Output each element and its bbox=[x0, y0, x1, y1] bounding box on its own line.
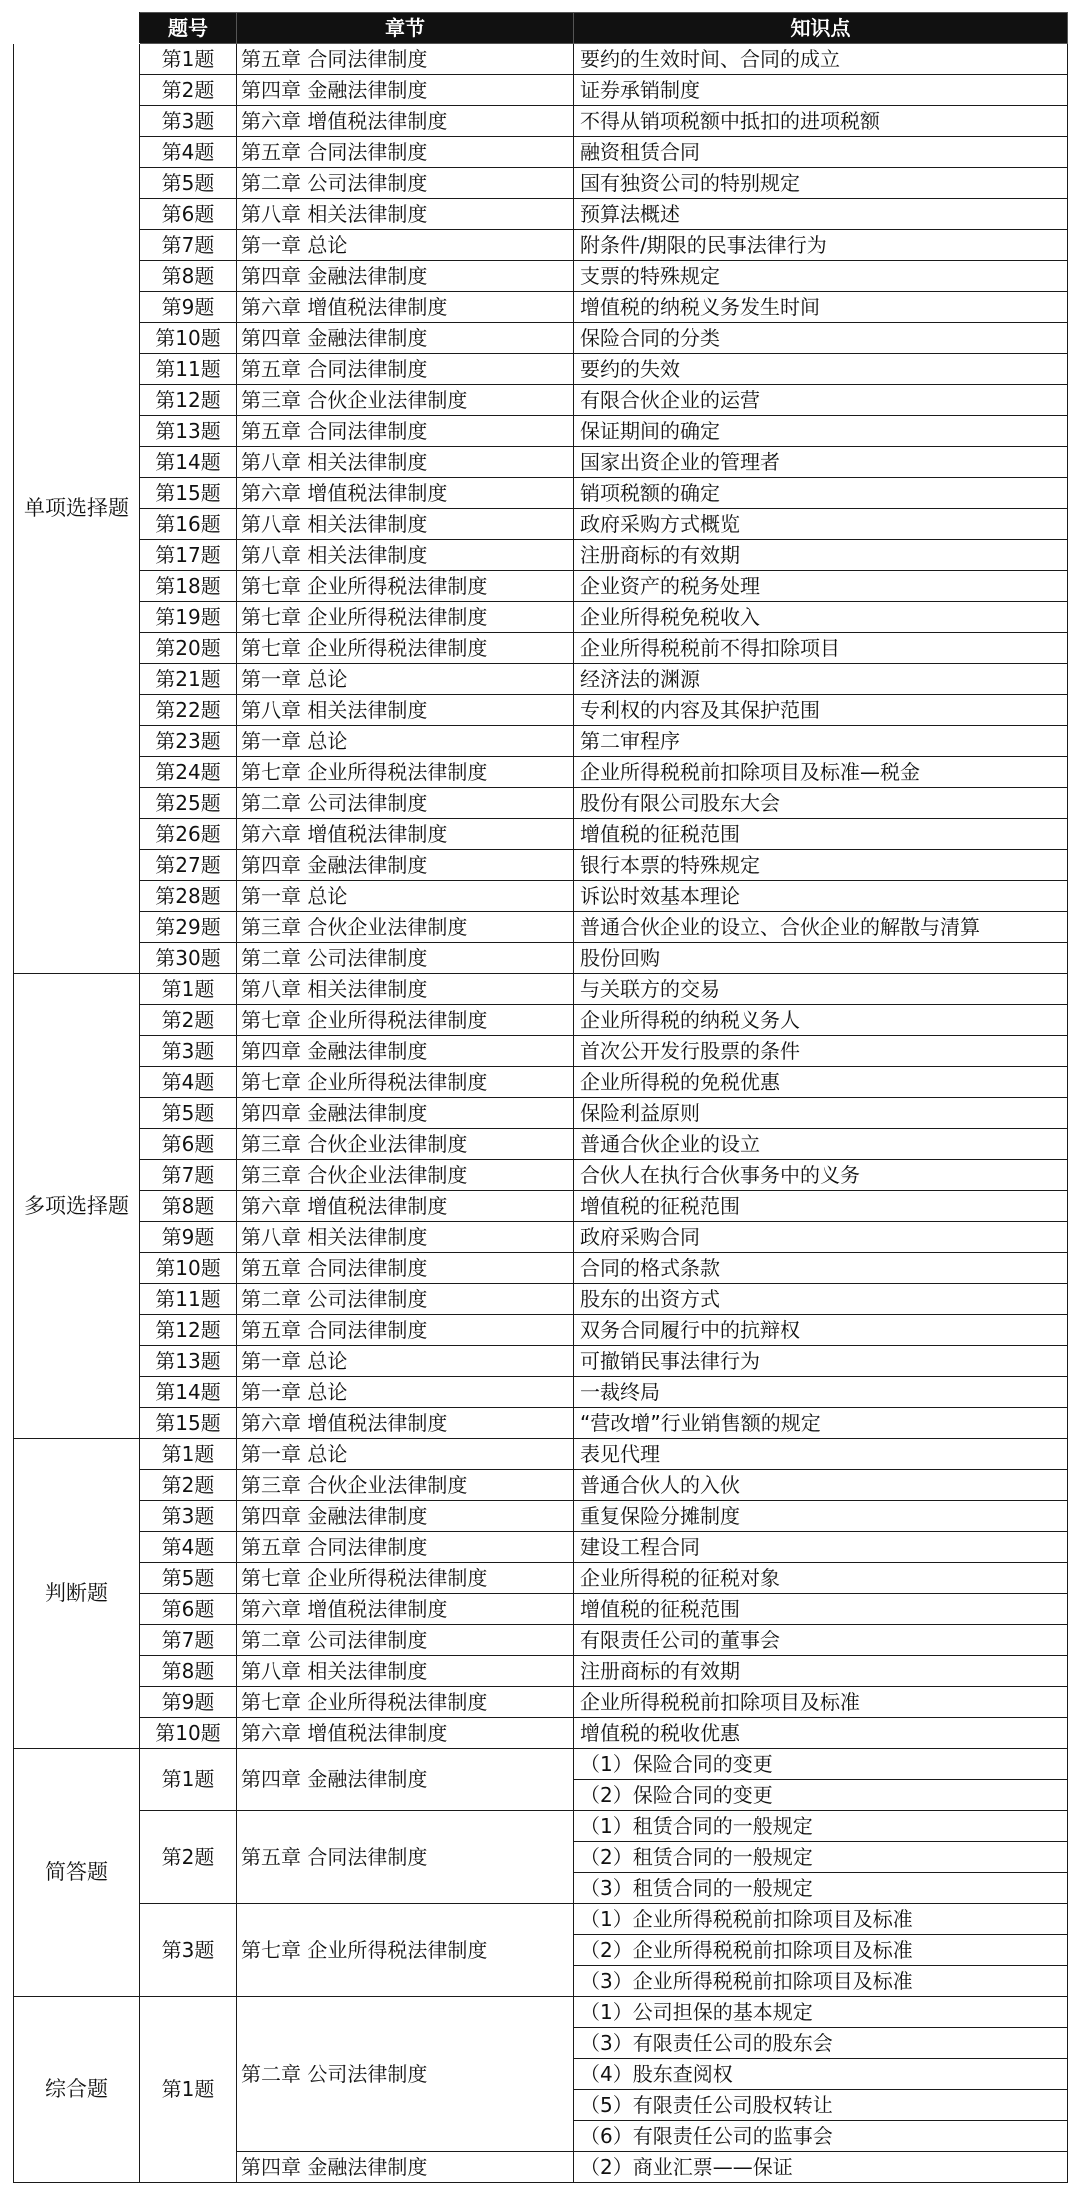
knowledge-point-cell: （1）保险合同的变更 bbox=[574, 1749, 1068, 1780]
table-row bbox=[14, 1098, 1068, 1129]
knowledge-point-cell: 证券承销制度 bbox=[574, 75, 1068, 106]
knowledge-point-cell: 企业所得税的纳税义务人 bbox=[574, 1005, 1068, 1036]
question-number-cell: 第7题 bbox=[140, 1160, 237, 1191]
table-row bbox=[14, 385, 1068, 416]
knowledge-point-cell: 预算法概述 bbox=[574, 199, 1068, 230]
knowledge-point-cell: 重复保险分摊制度 bbox=[574, 1501, 1068, 1532]
chapter-cell: 第四章 金融法律制度 bbox=[237, 323, 574, 354]
question-number-cell: 第6题 bbox=[140, 199, 237, 230]
question-number-cell: 第2题 bbox=[140, 75, 237, 106]
knowledge-point-cell: 合伙人在执行合伙事务中的义务 bbox=[574, 1160, 1068, 1191]
chapter-cell: 第六章 增值税法律制度 bbox=[237, 819, 574, 850]
table-row bbox=[14, 1811, 1068, 1842]
knowledge-point-cell: 普通合伙企业的设立 bbox=[574, 1129, 1068, 1160]
knowledge-point-cell: （1）企业所得税税前扣除项目及标准 bbox=[574, 1904, 1068, 1935]
table-row bbox=[14, 261, 1068, 292]
table-row bbox=[14, 416, 1068, 447]
chapter-cell: 第二章 公司法律制度 bbox=[237, 788, 574, 819]
knowledge-point-cell: （2）租赁合同的一般规定 bbox=[574, 1842, 1068, 1873]
table-row bbox=[14, 478, 1068, 509]
chapter-cell: 第五章 合同法律制度 bbox=[237, 1532, 574, 1563]
chapter-cell: 第七章 企业所得税法律制度 bbox=[237, 1067, 574, 1098]
question-number-cell: 第7题 bbox=[140, 230, 237, 261]
table-row bbox=[14, 1656, 1068, 1687]
table-row bbox=[14, 1191, 1068, 1222]
question-number-cell: 第1题 bbox=[140, 44, 237, 75]
chapter-cell: 第七章 企业所得税法律制度 bbox=[237, 602, 574, 633]
table-row bbox=[14, 1346, 1068, 1377]
table-row bbox=[14, 1160, 1068, 1191]
knowledge-point-cell: （3）企业所得税税前扣除项目及标准 bbox=[574, 1966, 1068, 1997]
chapter-cell: 第四章 金融法律制度 bbox=[237, 1036, 574, 1067]
table-row bbox=[14, 230, 1068, 261]
table-row bbox=[14, 447, 1068, 478]
question-number-cell: 第27题 bbox=[140, 850, 237, 881]
question-number-cell: 第26题 bbox=[140, 819, 237, 850]
knowledge-point-cell: 企业资产的税务处理 bbox=[574, 571, 1068, 602]
knowledge-point-cell: 银行本票的特殊规定 bbox=[574, 850, 1068, 881]
chapter-cell: 第八章 相关法律制度 bbox=[237, 509, 574, 540]
knowledge-point-cell: 政府采购方式概览 bbox=[574, 509, 1068, 540]
exam-knowledge-table bbox=[13, 12, 1068, 2183]
question-number-cell: 第14题 bbox=[140, 447, 237, 478]
question-number-cell: 第21题 bbox=[140, 664, 237, 695]
chapter-cell: 第七章 企业所得税法律制度 bbox=[237, 757, 574, 788]
table-row bbox=[14, 1687, 1068, 1718]
table-row bbox=[14, 819, 1068, 850]
chapter-cell: 第三章 合伙企业法律制度 bbox=[237, 1470, 574, 1501]
table-header-row bbox=[14, 13, 1068, 44]
chapter-cell: 第一章 总论 bbox=[237, 1439, 574, 1470]
table-row bbox=[14, 1253, 1068, 1284]
chapter-cell: 第七章 企业所得税法律制度 bbox=[237, 1904, 574, 1997]
knowledge-point-cell: 增值税的纳税义务发生时间 bbox=[574, 292, 1068, 323]
question-number-cell: 第5题 bbox=[140, 1098, 237, 1129]
knowledge-point-cell: 企业所得税免税收入 bbox=[574, 602, 1068, 633]
question-number-cell: 第16题 bbox=[140, 509, 237, 540]
header-chapter: 章节 bbox=[237, 13, 574, 44]
knowledge-point-cell: （6）有限责任公司的监事会 bbox=[574, 2121, 1068, 2152]
chapter-cell: 第六章 增值税法律制度 bbox=[237, 1594, 574, 1625]
knowledge-point-cell: 政府采购合同 bbox=[574, 1222, 1068, 1253]
question-number-cell: 第22题 bbox=[140, 695, 237, 726]
chapter-cell: 第五章 合同法律制度 bbox=[237, 1811, 574, 1904]
knowledge-point-cell: 要约的失效 bbox=[574, 354, 1068, 385]
knowledge-point-cell: 双务合同履行中的抗辩权 bbox=[574, 1315, 1068, 1346]
question-number-cell: 第8题 bbox=[140, 1191, 237, 1222]
knowledge-point-cell: 国有独资公司的特别规定 bbox=[574, 168, 1068, 199]
knowledge-point-cell: 销项税额的确定 bbox=[574, 478, 1068, 509]
chapter-cell: 第八章 相关法律制度 bbox=[237, 540, 574, 571]
chapter-cell: 第四章 金融法律制度 bbox=[237, 261, 574, 292]
question-number-cell: 第1题 bbox=[140, 1997, 237, 2183]
knowledge-point-cell: 合同的格式条款 bbox=[574, 1253, 1068, 1284]
table-row bbox=[14, 1718, 1068, 1749]
table-row bbox=[14, 1284, 1068, 1315]
table-row bbox=[14, 75, 1068, 106]
question-number-cell: 第1题 bbox=[140, 1439, 237, 1470]
question-number-cell: 第9题 bbox=[140, 1687, 237, 1718]
chapter-cell: 第二章 公司法律制度 bbox=[237, 168, 574, 199]
table-row bbox=[14, 323, 1068, 354]
chapter-cell: 第三章 合伙企业法律制度 bbox=[237, 385, 574, 416]
knowledge-point-cell: （1）公司担保的基本规定 bbox=[574, 1997, 1068, 2028]
chapter-cell: 第六章 增值税法律制度 bbox=[237, 292, 574, 323]
knowledge-point-cell: 第二审程序 bbox=[574, 726, 1068, 757]
knowledge-point-cell: 专利权的内容及其保护范围 bbox=[574, 695, 1068, 726]
knowledge-point-cell: 国家出资企业的管理者 bbox=[574, 447, 1068, 478]
chapter-cell: 第五章 合同法律制度 bbox=[237, 137, 574, 168]
chapter-cell: 第八章 相关法律制度 bbox=[237, 1222, 574, 1253]
header-question-number: 题号 bbox=[140, 13, 237, 44]
category-cell: 判断题 bbox=[14, 1439, 140, 1749]
chapter-cell: 第三章 合伙企业法律制度 bbox=[237, 912, 574, 943]
knowledge-point-cell: （1）租赁合同的一般规定 bbox=[574, 1811, 1068, 1842]
knowledge-point-cell: 有限合伙企业的运营 bbox=[574, 385, 1068, 416]
knowledge-point-cell: 有限责任公司的董事会 bbox=[574, 1625, 1068, 1656]
knowledge-point-cell: 增值税的征税范围 bbox=[574, 1191, 1068, 1222]
table-row bbox=[14, 1625, 1068, 1656]
chapter-cell: 第六章 增值税法律制度 bbox=[237, 1718, 574, 1749]
knowledge-point-cell: （2）保险合同的变更 bbox=[574, 1780, 1068, 1811]
knowledge-point-cell: 保险利益原则 bbox=[574, 1098, 1068, 1129]
table-row bbox=[14, 1315, 1068, 1346]
question-number-cell: 第1题 bbox=[140, 1749, 237, 1811]
knowledge-point-cell: 增值税的税收优惠 bbox=[574, 1718, 1068, 1749]
knowledge-point-cell: 企业所得税的征税对象 bbox=[574, 1563, 1068, 1594]
knowledge-point-cell: 增值税的征税范围 bbox=[574, 819, 1068, 850]
question-number-cell: 第12题 bbox=[140, 1315, 237, 1346]
knowledge-point-cell: 企业所得税税前不得扣除项目 bbox=[574, 633, 1068, 664]
question-number-cell: 第5题 bbox=[140, 168, 237, 199]
question-number-cell: 第3题 bbox=[140, 1501, 237, 1532]
chapter-cell: 第四章 金融法律制度 bbox=[237, 850, 574, 881]
question-number-cell: 第20题 bbox=[140, 633, 237, 664]
table-row bbox=[14, 1594, 1068, 1625]
table-row bbox=[14, 1129, 1068, 1160]
knowledge-point-cell: 建设工程合同 bbox=[574, 1532, 1068, 1563]
chapter-cell: 第一章 总论 bbox=[237, 230, 574, 261]
question-number-cell: 第4题 bbox=[140, 1067, 237, 1098]
question-number-cell: 第12题 bbox=[140, 385, 237, 416]
knowledge-point-cell: 诉讼时效基本理论 bbox=[574, 881, 1068, 912]
header-blank bbox=[14, 13, 140, 44]
table-row bbox=[14, 1904, 1068, 1935]
category-cell: 简答题 bbox=[14, 1749, 140, 1997]
chapter-cell: 第二章 公司法律制度 bbox=[237, 1625, 574, 1656]
category-cell: 多项选择题 bbox=[14, 974, 140, 1439]
chapter-cell: 第二章 公司法律制度 bbox=[237, 943, 574, 974]
chapter-cell: 第六章 增值税法律制度 bbox=[237, 1408, 574, 1439]
chapter-cell: 第五章 合同法律制度 bbox=[237, 1253, 574, 1284]
chapter-cell: 第四章 金融法律制度 bbox=[237, 1098, 574, 1129]
question-number-cell: 第9题 bbox=[140, 292, 237, 323]
table-row bbox=[14, 509, 1068, 540]
question-number-cell: 第13题 bbox=[140, 1346, 237, 1377]
table-row bbox=[14, 726, 1068, 757]
question-number-cell: 第1题 bbox=[140, 974, 237, 1005]
chapter-cell: 第七章 企业所得税法律制度 bbox=[237, 1687, 574, 1718]
question-number-cell: 第4题 bbox=[140, 1532, 237, 1563]
table-row bbox=[14, 633, 1068, 664]
table-row bbox=[14, 1439, 1068, 1470]
chapter-cell: 第四章 金融法律制度 bbox=[237, 2152, 574, 2183]
table-row bbox=[14, 292, 1068, 323]
knowledge-point-cell: 股份回购 bbox=[574, 943, 1068, 974]
question-number-cell: 第10题 bbox=[140, 1718, 237, 1749]
table-row bbox=[14, 757, 1068, 788]
question-number-cell: 第3题 bbox=[140, 1904, 237, 1997]
chapter-cell: 第五章 合同法律制度 bbox=[237, 44, 574, 75]
table-row bbox=[14, 1501, 1068, 1532]
chapter-cell: 第一章 总论 bbox=[237, 726, 574, 757]
chapter-cell: 第一章 总论 bbox=[237, 1346, 574, 1377]
question-number-cell: 第3题 bbox=[140, 1036, 237, 1067]
knowledge-point-cell: 股份有限公司股东大会 bbox=[574, 788, 1068, 819]
category-cell: 单项选择题 bbox=[14, 44, 140, 974]
table-row bbox=[14, 974, 1068, 1005]
table-row bbox=[14, 943, 1068, 974]
table-row bbox=[14, 168, 1068, 199]
table-row bbox=[14, 1997, 1068, 2028]
question-number-cell: 第10题 bbox=[140, 323, 237, 354]
question-number-cell: 第19题 bbox=[140, 602, 237, 633]
table-row bbox=[14, 1408, 1068, 1439]
question-number-cell: 第2题 bbox=[140, 1005, 237, 1036]
chapter-cell: 第四章 金融法律制度 bbox=[237, 1749, 574, 1811]
question-number-cell: 第15题 bbox=[140, 478, 237, 509]
question-number-cell: 第8题 bbox=[140, 261, 237, 292]
knowledge-point-cell: 经济法的渊源 bbox=[574, 664, 1068, 695]
question-number-cell: 第2题 bbox=[140, 1470, 237, 1501]
chapter-cell: 第三章 合伙企业法律制度 bbox=[237, 1129, 574, 1160]
question-number-cell: 第2题 bbox=[140, 1811, 237, 1904]
knowledge-point-cell: 不得从销项税额中抵扣的进项税额 bbox=[574, 106, 1068, 137]
chapter-cell: 第五章 合同法律制度 bbox=[237, 354, 574, 385]
knowledge-point-cell: 企业所得税的免税优惠 bbox=[574, 1067, 1068, 1098]
knowledge-point-cell: “营改增”行业销售额的规定 bbox=[574, 1408, 1068, 1439]
question-number-cell: 第5题 bbox=[140, 1563, 237, 1594]
knowledge-point-cell: 附条件/期限的民事法律行为 bbox=[574, 230, 1068, 261]
chapter-cell: 第七章 企业所得税法律制度 bbox=[237, 1563, 574, 1594]
question-number-cell: 第6题 bbox=[140, 1594, 237, 1625]
question-number-cell: 第24题 bbox=[140, 757, 237, 788]
chapter-cell: 第六章 增值税法律制度 bbox=[237, 478, 574, 509]
table-row bbox=[14, 571, 1068, 602]
table-row bbox=[14, 1563, 1068, 1594]
table-row bbox=[14, 1532, 1068, 1563]
table-row bbox=[14, 1005, 1068, 1036]
table-row bbox=[14, 540, 1068, 571]
question-number-cell: 第9题 bbox=[140, 1222, 237, 1253]
knowledge-point-cell: （5）有限责任公司股权转让 bbox=[574, 2090, 1068, 2121]
knowledge-point-cell: 要约的生效时间、合同的成立 bbox=[574, 44, 1068, 75]
table-row bbox=[14, 354, 1068, 385]
chapter-cell: 第八章 相关法律制度 bbox=[237, 447, 574, 478]
chapter-cell: 第七章 企业所得税法律制度 bbox=[237, 633, 574, 664]
knowledge-point-cell: 一裁终局 bbox=[574, 1377, 1068, 1408]
question-number-cell: 第3题 bbox=[140, 106, 237, 137]
question-number-cell: 第23题 bbox=[140, 726, 237, 757]
knowledge-point-cell: （2）企业所得税税前扣除项目及标准 bbox=[574, 1935, 1068, 1966]
table-row bbox=[14, 1067, 1068, 1098]
question-number-cell: 第10题 bbox=[140, 1253, 237, 1284]
chapter-cell: 第六章 增值税法律制度 bbox=[237, 106, 574, 137]
table-row bbox=[14, 850, 1068, 881]
table-row bbox=[14, 199, 1068, 230]
knowledge-point-cell: 注册商标的有效期 bbox=[574, 540, 1068, 571]
question-number-cell: 第8题 bbox=[140, 1656, 237, 1687]
chapter-cell: 第七章 企业所得税法律制度 bbox=[237, 571, 574, 602]
knowledge-point-cell: （3）租赁合同的一般规定 bbox=[574, 1873, 1068, 1904]
table-row bbox=[14, 1470, 1068, 1501]
question-number-cell: 第29题 bbox=[140, 912, 237, 943]
knowledge-point-cell: （3）有限责任公司的股东会 bbox=[574, 2028, 1068, 2059]
chapter-cell: 第四章 金融法律制度 bbox=[237, 75, 574, 106]
knowledge-point-cell: 首次公开发行股票的条件 bbox=[574, 1036, 1068, 1067]
question-number-cell: 第11题 bbox=[140, 354, 237, 385]
knowledge-point-cell: 保险合同的分类 bbox=[574, 323, 1068, 354]
chapter-cell: 第三章 合伙企业法律制度 bbox=[237, 1160, 574, 1191]
knowledge-point-cell: 与关联方的交易 bbox=[574, 974, 1068, 1005]
knowledge-point-cell: 表见代理 bbox=[574, 1439, 1068, 1470]
question-number-cell: 第30题 bbox=[140, 943, 237, 974]
table-row bbox=[14, 695, 1068, 726]
question-number-cell: 第4题 bbox=[140, 137, 237, 168]
chapter-cell: 第八章 相关法律制度 bbox=[237, 199, 574, 230]
chapter-cell: 第五章 合同法律制度 bbox=[237, 1315, 574, 1346]
question-number-cell: 第17题 bbox=[140, 540, 237, 571]
knowledge-point-cell: 可撤销民事法律行为 bbox=[574, 1346, 1068, 1377]
chapter-cell: 第八章 相关法律制度 bbox=[237, 695, 574, 726]
header-knowledge-point: 知识点 bbox=[574, 13, 1068, 44]
question-number-cell: 第6题 bbox=[140, 1129, 237, 1160]
chapter-cell: 第七章 企业所得税法律制度 bbox=[237, 1005, 574, 1036]
chapter-cell: 第八章 相关法律制度 bbox=[237, 974, 574, 1005]
knowledge-point-cell: 企业所得税税前扣除项目及标准 bbox=[574, 1687, 1068, 1718]
knowledge-point-cell: （4）股东查阅权 bbox=[574, 2059, 1068, 2090]
table-row bbox=[14, 1377, 1068, 1408]
question-number-cell: 第18题 bbox=[140, 571, 237, 602]
chapter-cell: 第一章 总论 bbox=[237, 664, 574, 695]
question-number-cell: 第15题 bbox=[140, 1408, 237, 1439]
knowledge-point-cell: 注册商标的有效期 bbox=[574, 1656, 1068, 1687]
knowledge-point-cell: 股东的出资方式 bbox=[574, 1284, 1068, 1315]
knowledge-point-cell: 企业所得税税前扣除项目及标准—税金 bbox=[574, 757, 1068, 788]
knowledge-point-cell: 保证期间的确定 bbox=[574, 416, 1068, 447]
question-number-cell: 第7题 bbox=[140, 1625, 237, 1656]
table-row bbox=[14, 44, 1068, 75]
category-cell: 综合题 bbox=[14, 1997, 140, 2183]
table-row bbox=[14, 1222, 1068, 1253]
question-number-cell: 第25题 bbox=[140, 788, 237, 819]
knowledge-point-cell: 增值税的征税范围 bbox=[574, 1594, 1068, 1625]
table-row bbox=[14, 1749, 1068, 1780]
table-row bbox=[14, 881, 1068, 912]
knowledge-point-cell: 普通合伙企业的设立、合伙企业的解散与清算 bbox=[574, 912, 1068, 943]
question-number-cell: 第13题 bbox=[140, 416, 237, 447]
table-row bbox=[14, 788, 1068, 819]
question-number-cell: 第14题 bbox=[140, 1377, 237, 1408]
knowledge-point-cell: 普通合伙人的入伙 bbox=[574, 1470, 1068, 1501]
knowledge-point-cell: 支票的特殊规定 bbox=[574, 261, 1068, 292]
chapter-cell: 第五章 合同法律制度 bbox=[237, 416, 574, 447]
chapter-cell: 第六章 增值税法律制度 bbox=[237, 1191, 574, 1222]
chapter-cell: 第二章 公司法律制度 bbox=[237, 1997, 574, 2152]
table-row bbox=[14, 602, 1068, 633]
chapter-cell: 第二章 公司法律制度 bbox=[237, 1284, 574, 1315]
table-row bbox=[14, 1036, 1068, 1067]
chapter-cell: 第四章 金融法律制度 bbox=[237, 1501, 574, 1532]
chapter-cell: 第一章 总论 bbox=[237, 1377, 574, 1408]
knowledge-point-cell: 融资租赁合同 bbox=[574, 137, 1068, 168]
question-number-cell: 第11题 bbox=[140, 1284, 237, 1315]
table-row bbox=[14, 664, 1068, 695]
chapter-cell: 第一章 总论 bbox=[237, 881, 574, 912]
table-row bbox=[14, 912, 1068, 943]
chapter-cell: 第八章 相关法律制度 bbox=[237, 1656, 574, 1687]
table-row bbox=[14, 106, 1068, 137]
knowledge-point-cell: （2）商业汇票——保证 bbox=[574, 2152, 1068, 2183]
question-number-cell: 第28题 bbox=[140, 881, 237, 912]
table-row bbox=[14, 137, 1068, 168]
exam-table-container bbox=[13, 12, 1067, 2183]
